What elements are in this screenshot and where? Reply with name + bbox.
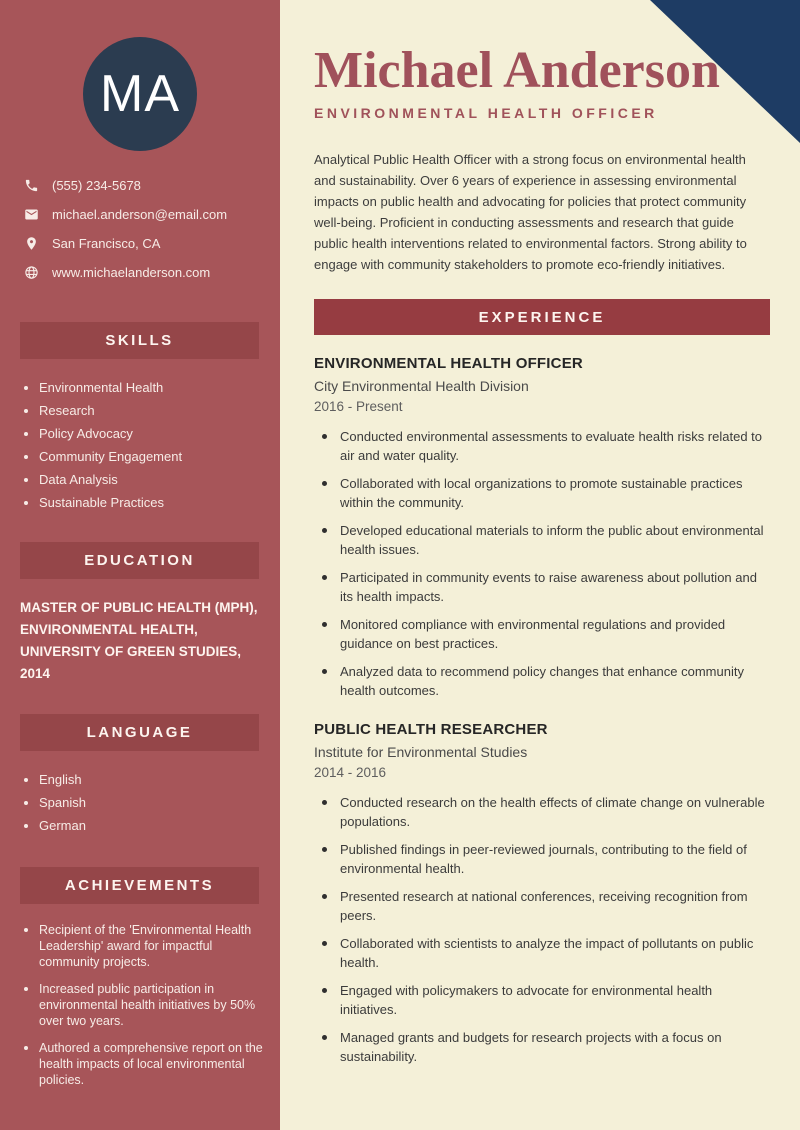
- job-company: Institute for Environmental Studies: [314, 744, 528, 760]
- bullet-dot: [24, 455, 28, 459]
- contact-list: [24, 177, 266, 280]
- role-title: ENVIRONMENTAL HEALTH OFFICER: [314, 105, 658, 121]
- skills-list: [24, 380, 266, 511]
- education-degree-text: MASTER OF PUBLIC HEALTH (MPH), ENVIRONMENTAL HEALTH, UNIVERSITY OF GREEN STUDIES, 2014: [20, 600, 258, 681]
- bullet-dot: [24, 1046, 28, 1050]
- job-entry-1: [314, 355, 770, 700]
- experience-section-header: [314, 299, 770, 335]
- job-title: ENVIRONMENTAL HEALTH OFFICER: [314, 355, 583, 372]
- job-bullet: Developed educational materials to inform the public about environmental health issues.: [314, 521, 770, 559]
- job-bullet-list: [314, 427, 770, 700]
- skill-label: Community Engagement: [39, 449, 183, 464]
- skill-item: [24, 472, 266, 488]
- bullet-dot: [24, 824, 28, 828]
- location-icon: [24, 236, 39, 251]
- job-bullet: Conducted environmental assessments to evaluate health risks related to air and water quality.: [314, 427, 770, 465]
- contact-email: [24, 206, 266, 222]
- education-section-title: EDUCATION: [84, 552, 195, 569]
- main-content: [280, 0, 800, 1130]
- job-bullet: Managed grants and budgets for research projects with a focus on sustainability.: [314, 1028, 770, 1066]
- corner-triangle-decoration: [650, 0, 800, 143]
- achievement-item: [24, 981, 268, 1029]
- skill-item: [24, 495, 266, 511]
- contact-location: [24, 235, 266, 251]
- bullet-dot: [24, 501, 28, 505]
- summary-text: Analytical Public Health Officer with a strong focus on environmental health and sustainability. Over 6 years of experience in assessing environmental impacts on public health and advocating for policies that protect community well-being. Proficient in conducting assessments and research that guide public health interventions related to environmental factors. Strong ability to engage with community stakeholders to promote eco-friendly initiatives.: [314, 152, 747, 272]
- experience-section-title: EXPERIENCE: [478, 308, 606, 326]
- skill-label: Research: [39, 403, 95, 418]
- bullet-dot: [24, 928, 28, 932]
- achievement-item: [24, 922, 268, 970]
- language-item: [24, 772, 266, 788]
- email-icon: [24, 207, 39, 222]
- achievements-section-title: ACHIEVEMENTS: [64, 877, 215, 894]
- contact-website-text: www.michaelanderson.com: [52, 264, 211, 280]
- job-dates: 2016 - Present: [314, 399, 403, 414]
- job-bullet-list: [314, 793, 770, 1066]
- contact-website: [24, 264, 266, 280]
- bullet-dot: [24, 801, 28, 805]
- name-heading: Michael Anderson: [314, 42, 720, 99]
- avatar: [83, 37, 197, 151]
- contact-location-text: San Francisco, CA: [52, 235, 161, 251]
- job-bullet: Analyzed data to recommend policy changes that enhance community health outcomes.: [314, 662, 770, 700]
- job-bullet: Collaborated with local organizations to promote sustainable practices within the community.: [314, 474, 770, 512]
- bullet-dot: [24, 409, 28, 413]
- skill-item: [24, 380, 266, 396]
- job-bullet: Conducted research on the health effects of climate change on vulnerable populations.: [314, 793, 770, 831]
- language-list: [24, 772, 266, 834]
- skill-label: Data Analysis: [39, 472, 118, 487]
- phone-icon: [24, 178, 39, 193]
- skill-label: Sustainable Practices: [39, 495, 165, 510]
- bullet-dot: [24, 478, 28, 482]
- skills-section-title: SKILLS: [105, 332, 174, 349]
- sidebar: [0, 0, 280, 1130]
- job-bullet: Monitored compliance with environmental regulations and provided guidance on best practices.: [314, 615, 770, 653]
- bullet-dot: [24, 386, 28, 390]
- avatar-initials: MA: [100, 65, 180, 123]
- job-bullet: Engaged with policymakers to advocate for environmental health initiatives.: [314, 981, 770, 1019]
- education-section-header: [20, 542, 259, 579]
- bullet-dot: [24, 778, 28, 782]
- job-dates: 2014 - 2016: [314, 765, 387, 780]
- job-bullet: Participated in community events to raise awareness about pollution and its health impacts.: [314, 568, 770, 606]
- skill-item: [24, 403, 266, 419]
- job-company: City Environmental Health Division: [314, 378, 529, 394]
- language-section-header: [20, 714, 259, 751]
- language-label: English: [39, 772, 82, 787]
- achievements-list: [24, 922, 268, 1088]
- job-bullet: Presented research at national conferences, receiving recognition from peers.: [314, 887, 770, 925]
- language-item: [24, 818, 266, 834]
- achievement-text: Recipient of the 'Environmental Health Leadership' award for impactful community projects.: [39, 923, 252, 969]
- language-item: [24, 795, 266, 811]
- language-section-title: LANGUAGE: [86, 724, 193, 741]
- job-bullet: Collaborated with scientists to analyze the impact of pollutants on public health.: [314, 934, 770, 972]
- job-entry-2: [314, 721, 770, 1066]
- job-title: PUBLIC HEALTH RESEARCHER: [314, 721, 548, 738]
- achievement-text: Increased public participation in environmental health initiatives by 50% over two years.: [39, 982, 256, 1028]
- achievements-section-header: [20, 867, 259, 904]
- contact-email-text: michael.anderson@email.com: [52, 206, 228, 222]
- job-bullet: Published findings in peer-reviewed journals, contributing to the field of environmental health.: [314, 840, 770, 878]
- skills-section-header: [20, 322, 259, 359]
- bullet-dot: [24, 987, 28, 991]
- language-label: German: [39, 818, 86, 833]
- skill-item: [24, 449, 266, 465]
- contact-phone: [24, 177, 266, 193]
- globe-icon: [24, 265, 39, 280]
- achievement-item: [24, 1040, 268, 1088]
- bullet-dot: [24, 432, 28, 436]
- language-label: Spanish: [39, 795, 86, 810]
- skill-item: [24, 426, 266, 442]
- skill-label: Environmental Health: [39, 380, 164, 395]
- achievement-text: Authored a comprehensive report on the health impacts of local environmental policies.: [39, 1041, 263, 1087]
- skill-label: Policy Advocacy: [39, 426, 133, 441]
- contact-phone-text: (555) 234-5678: [52, 177, 141, 193]
